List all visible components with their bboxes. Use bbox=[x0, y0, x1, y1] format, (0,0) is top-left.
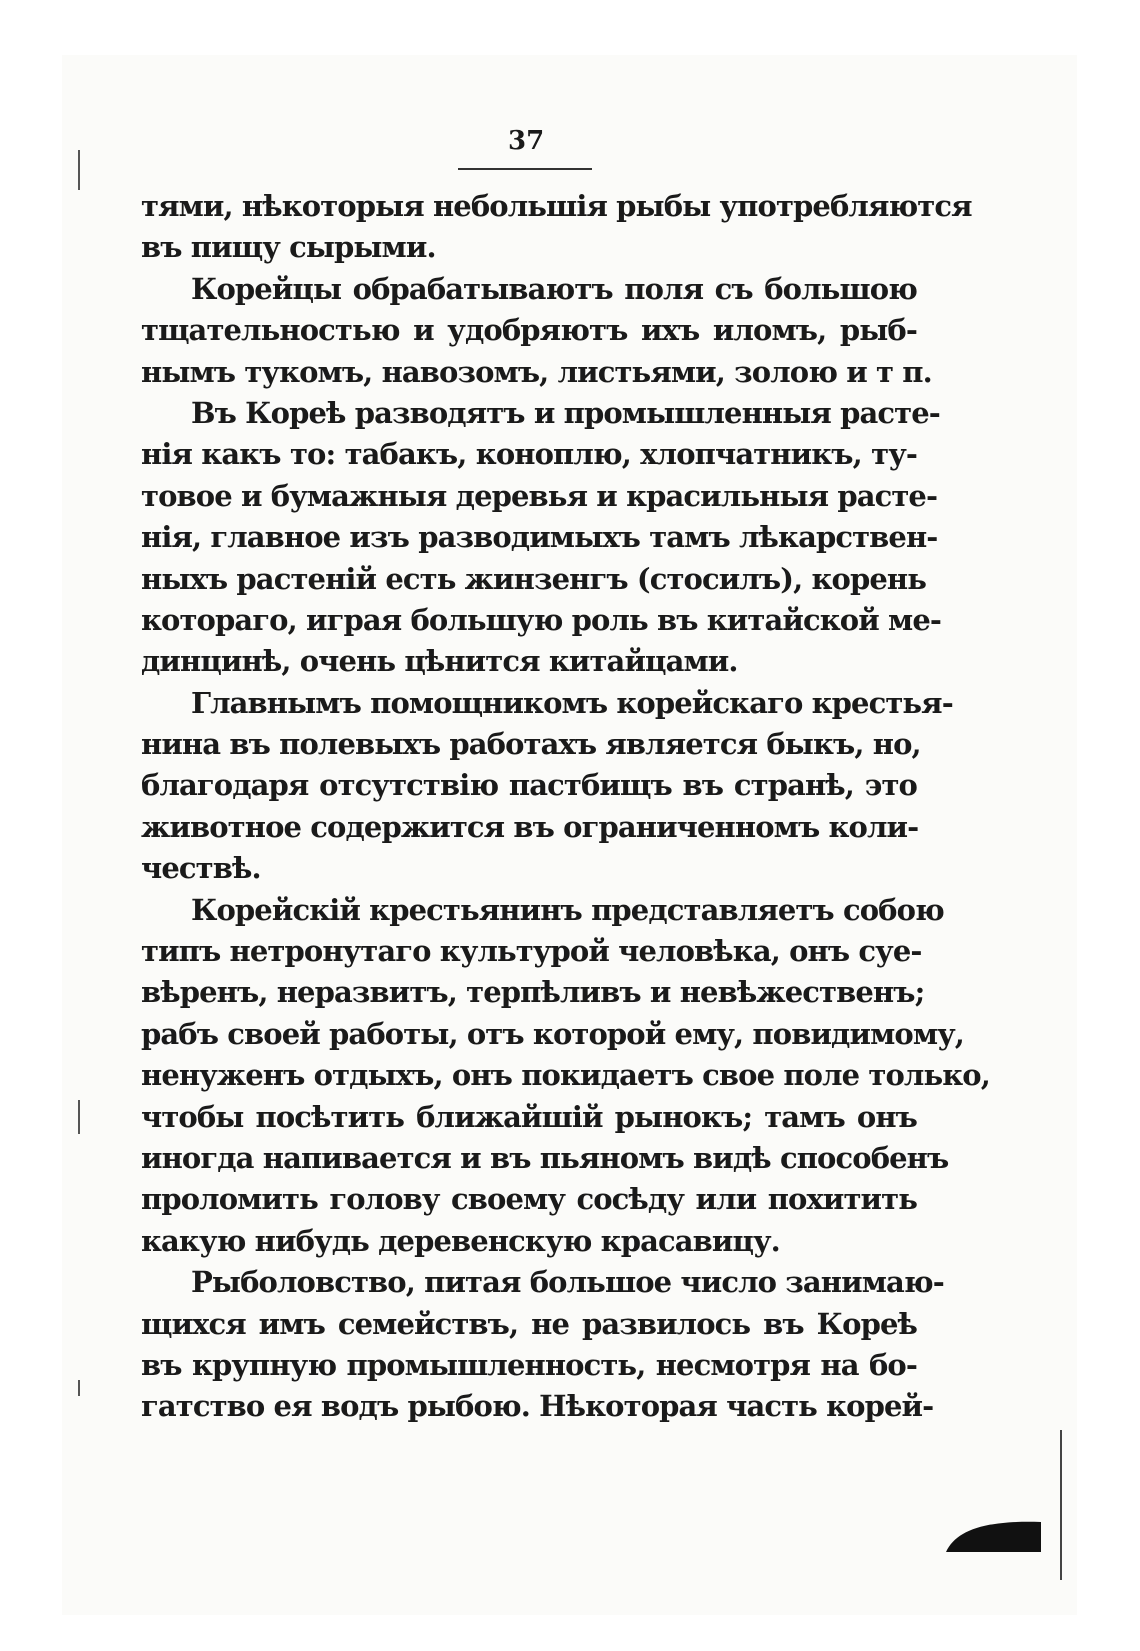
text-line: товое и бумажныя деревья и красильныя расте- bbox=[141, 478, 938, 513]
text-line: Въ Кореѣ разводятъ и промышленныя расте- bbox=[191, 395, 940, 430]
text-line: тщательностью и удобряютъ ихъ иломъ, рыб- bbox=[141, 313, 917, 348]
page-edge-line bbox=[1060, 1430, 1062, 1580]
margin-mark bbox=[78, 1380, 80, 1396]
text-line: чествѣ. bbox=[141, 851, 261, 886]
body-text bbox=[141, 186, 990, 1428]
margin-mark bbox=[78, 1100, 80, 1134]
text-line: Корейскій крестьянинъ представляетъ собою bbox=[191, 892, 944, 927]
ink-blot bbox=[946, 1510, 1046, 1560]
text-line: нина въ полевыхъ работахъ является быкъ, но, bbox=[141, 727, 921, 762]
page-number: 37 bbox=[508, 126, 545, 156]
text-line: иногда напивается и въ пьяномъ видѣ способенъ bbox=[141, 1140, 949, 1175]
text-line: проломить голову своему сосѣду или похитить bbox=[141, 1182, 917, 1217]
text-line: въ крупную промышленность, несмотря на бо- bbox=[141, 1347, 917, 1382]
text-line: гатство ея водъ рыбою. Нѣкоторая часть корей- bbox=[141, 1389, 934, 1424]
text-line: щихся имъ семействъ, не развилось въ Кореѣ bbox=[141, 1306, 917, 1341]
margin-mark bbox=[78, 150, 80, 190]
page-number-rule bbox=[458, 168, 592, 170]
text-line: благодаря отсутствію пастбищъ въ странѣ, это bbox=[141, 768, 917, 803]
text-line: Корейцы обрабатываютъ поля съ большою bbox=[191, 271, 917, 306]
text-line: рабъ своей работы, отъ которой ему, повидимому, bbox=[141, 1016, 964, 1051]
text-line: ненуженъ отдыхъ, онъ покидаетъ свое поле только, bbox=[141, 1058, 990, 1093]
text-line: динцинѣ, очень цѣнится китайцами. bbox=[141, 644, 738, 679]
text-line: въ пищу сырыми. bbox=[141, 230, 436, 265]
text-line: ныхъ растеній есть жинзенгъ (стосилъ), корень bbox=[141, 561, 926, 596]
text-line: нія, главное изъ разводимыхъ тамъ лѣкарствен- bbox=[141, 520, 938, 555]
text-line: котораго, играя большую роль въ китайской ме- bbox=[141, 602, 942, 637]
text-line: Главнымъ помощникомъ корейскаго крестья- bbox=[191, 685, 953, 720]
text-line: какую нибудь деревенскую красавицу. bbox=[141, 1223, 780, 1258]
text-line: животное содержится въ ограниченномъ коли- bbox=[141, 809, 919, 844]
text-line: тями, нѣкоторыя небольшія рыбы употребляются bbox=[141, 189, 972, 223]
text-line: вѣренъ, неразвитъ, терпѣливъ и невѣжественъ; bbox=[141, 975, 925, 1010]
text-line: типъ нетронутаго культурой человѣка, онъ суе- bbox=[141, 934, 922, 969]
text-line: Рыболовство, питая большое число занимаю- bbox=[191, 1265, 944, 1300]
text-line: нія какъ то: табакъ, коноплю, хлопчатникъ, ту- bbox=[141, 437, 917, 472]
text-line: нымъ тукомъ, навозомъ, листьями, золою и т п. bbox=[141, 354, 932, 389]
text-line: чтобы посѣтить ближайшій рынокъ; тамъ онъ bbox=[141, 1099, 917, 1134]
